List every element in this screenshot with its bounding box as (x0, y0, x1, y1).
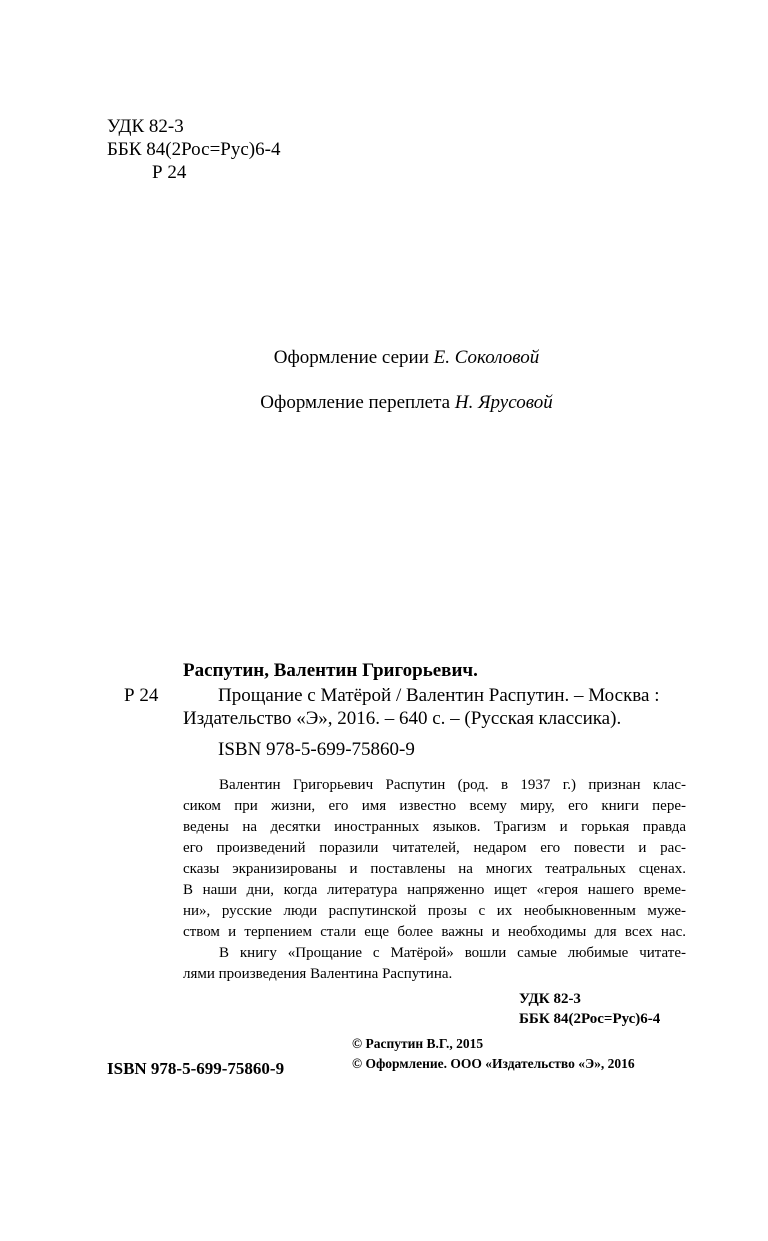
annotation-line: В книгу «Прощание с Матёрой» вошли самые любимые читате- (219, 945, 686, 961)
annotation-line: ни», русские люди распутинской прозы с их необыкновенным муже- (183, 903, 686, 919)
bbk-code-bottom: ББК 84(2Рос=Рус)6-4 (519, 1011, 661, 1027)
series-designer-name: Е. Соколовой (433, 347, 540, 368)
annotation-line: его произведений поразили читателей, недаром его повести и рас- (183, 840, 686, 856)
annotation-line: В наши дни, когда литература напряженно ищет «героя нашего време- (183, 882, 686, 898)
bib-isbn: ISBN 978-5-699-75860-9 (218, 739, 415, 760)
annotation-line: ведены на десятки иностранных языков. Трагизм и горькая правда (183, 819, 686, 835)
annotation-line: сиком при жизни, его имя известно всему миру, его книги пере- (183, 798, 686, 814)
bib-title-line: Прощание с Матёрой / Валентин Распутин. – Москва : (218, 685, 660, 706)
copyright-author: © Распутин В.Г., 2015 (352, 1036, 484, 1051)
udk-code-bottom: УДК 82-3 (519, 991, 581, 1007)
annotation-line: ством и терпением стали еще более важны и необходимы для всех нас. (183, 924, 686, 940)
annotation-line: лями произведения Валентина Распутина. (183, 966, 453, 982)
copyright-design: © Оформление. ООО «Издательство «Э», 2016 (352, 1056, 635, 1071)
binding-design-label: Оформление переплета (260, 392, 455, 413)
footer-isbn: ISBN 978-5-699-75860-9 (107, 1059, 285, 1078)
author-mark-top: Р 24 (152, 162, 187, 183)
bbk-code-top: ББК 84(2Рос=Рус)6-4 (107, 139, 281, 160)
author-heading: Распутин, Валентин Григорьевич. (183, 660, 478, 681)
annotation (183, 775, 686, 985)
annotation-line: Валентин Григорьевич Распутин (род. в 1937 г.) признан клас- (219, 777, 686, 793)
annotation-line: сказы экранизированы и поставлены на многих театральных сценах. (183, 861, 686, 877)
binding-design-credit (0, 392, 768, 414)
series-design-credit (0, 347, 768, 369)
udk-code-top: УДК 82-3 (107, 116, 184, 137)
author-mark: Р 24 (124, 685, 159, 706)
series-design-label: Оформление серии (273, 347, 434, 368)
binding-designer-name: Н. Ярусовой (454, 392, 553, 413)
bib-publisher-line: Издательство «Э», 2016. – 640 с. – (Русская классика). (183, 708, 622, 729)
